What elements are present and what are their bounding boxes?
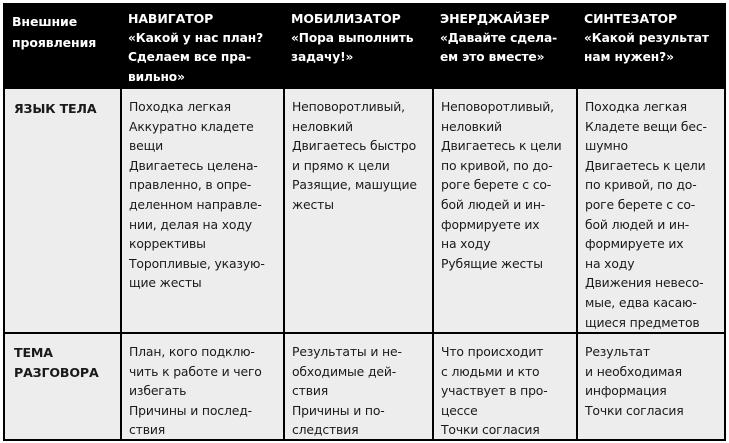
- cell-text-line: Разящие, машущие: [292, 177, 417, 193]
- table-cell: [433, 333, 577, 441]
- cell-text-line: на ходу: [585, 255, 635, 271]
- row-label: [3, 89, 121, 333]
- header-mobilizer: [284, 3, 433, 89]
- cell-text-line: формируете их: [441, 216, 540, 232]
- column-quote-line: задачу!»: [291, 50, 354, 64]
- comparison-table: [3, 3, 726, 441]
- column-quote-line: нам нужен?»: [584, 50, 674, 64]
- cell-text-line: шумно: [585, 138, 628, 154]
- header-label-line: Внешние: [12, 14, 78, 29]
- cell-text-line: коррективы: [129, 236, 206, 252]
- cell-text-line: Точки согласия: [585, 402, 684, 418]
- cell-text-line: вещи: [129, 138, 164, 154]
- cell-text-line: и прямо к цели: [292, 157, 390, 173]
- cell-text-line: Неповоротливый,: [441, 99, 554, 114]
- cell-text-line: мые, едва касаю-: [585, 294, 697, 310]
- cell-text-line: следствия: [292, 422, 359, 438]
- cell-text-line: с людьми и кто: [441, 363, 540, 379]
- column-divider: [283, 89, 285, 441]
- table-row-conversation-topic: [3, 333, 726, 441]
- cell-text-line: Аккуратно кладете: [129, 118, 254, 134]
- cell-text-line: Походка легкая: [585, 99, 687, 114]
- cell-text-line: Торопливые, указую-: [129, 255, 265, 271]
- cell-text-line: избегать: [129, 383, 187, 399]
- column-title: ЭНЕРДЖАЙЗЕР: [440, 11, 550, 26]
- cell-text-line: Двигаетесь быстро: [292, 138, 417, 154]
- cell-text-line: Движения невесо-: [585, 275, 704, 291]
- cell-text-line: Рубящие жесты: [441, 255, 543, 271]
- column-title: МОБИЛИЗАТОР: [291, 11, 401, 26]
- cell-text-line: бой людей и ин-: [441, 196, 546, 212]
- cell-text-line: ствия: [292, 383, 329, 399]
- table-cell: [284, 333, 433, 441]
- column-divider: [576, 89, 578, 441]
- cell-text-line: неловкий: [441, 118, 502, 134]
- table-cell: [577, 89, 726, 333]
- cell-text-line: роге берете с со-: [441, 177, 552, 193]
- table-header-row: [3, 3, 726, 89]
- cell-text-line: Двигаетесь к цели: [585, 157, 706, 173]
- row-label: [3, 333, 121, 441]
- cell-text-line: Неповоротливый,: [292, 99, 405, 114]
- column-quote-line: «Какой у нас план?: [128, 30, 264, 45]
- cell-text-line: Двигаетесь целена-: [129, 157, 258, 173]
- cell-text-line: нии, делая на ходу: [129, 216, 252, 232]
- cell-text-line: ствия: [129, 422, 166, 438]
- cell-text-line: правленно, в опре-: [129, 177, 252, 193]
- cell-text-line: Двигаетесь к цели: [441, 138, 562, 154]
- cell-text-line: и необходимая: [585, 363, 682, 379]
- cell-text-line: деленном направле-: [129, 196, 262, 212]
- table-cell: [121, 89, 284, 333]
- cell-text-line: Причины и послед-: [129, 402, 252, 418]
- row-label-line: ЯЗЫК ТЕЛА: [14, 101, 97, 116]
- cell-text-line: Причины и по-: [292, 402, 385, 418]
- cell-text-line: щиеся предметов: [585, 314, 700, 330]
- column-quote-line: Сделаем все пра-: [128, 50, 251, 64]
- cell-text-line: по кривой, по до-: [585, 177, 697, 193]
- cell-text-line: Походка легкая: [129, 99, 231, 114]
- row-divider: [3, 332, 726, 334]
- cell-text-line: на ходу: [441, 236, 491, 252]
- row-label-line: ТЕМА: [14, 345, 53, 360]
- cell-text-line: формируете их: [585, 236, 684, 252]
- column-quote-line: ем это вместе»: [440, 50, 545, 64]
- cell-text-line: неловкий: [292, 118, 353, 134]
- cell-text-line: роге берете с со-: [585, 196, 696, 212]
- column-quote-line: вильно»: [128, 69, 185, 84]
- table-cell: [577, 333, 726, 441]
- table-cell: [433, 89, 577, 333]
- cell-text-line: участвует в про-: [441, 383, 548, 399]
- column-title: СИНТЕЗАТОР: [584, 11, 678, 26]
- cell-text-line: чить к работе и чего: [129, 363, 262, 379]
- cell-text-line: цессе: [441, 402, 478, 418]
- header-navigator: [121, 3, 284, 89]
- cell-text-line: Точки согласия: [441, 422, 540, 438]
- header-synthesizer: [577, 3, 726, 89]
- cell-text-line: бой людей и ин-: [585, 216, 690, 232]
- row-label-line: РАЗГОВОРА: [14, 365, 99, 380]
- table-row-body-language: [3, 89, 726, 333]
- table-cell: [121, 333, 284, 441]
- column-quote-line: «Какой результат: [584, 30, 709, 45]
- cell-text-line: по кривой, по до-: [441, 157, 553, 173]
- column-quote-line: «Пора выполнить: [291, 30, 414, 45]
- header-label-line: проявления: [12, 34, 97, 50]
- cell-text-line: щие жесты: [129, 275, 202, 291]
- cell-text-line: обходимые дей-: [292, 363, 397, 379]
- table-cell: [284, 89, 433, 333]
- header-energizer: [433, 3, 577, 89]
- cell-text-line: Что происходит: [441, 344, 544, 359]
- cell-text-line: Результаты и не-: [292, 344, 402, 359]
- column-divider: [120, 89, 122, 441]
- column-divider: [432, 89, 434, 441]
- cell-text-line: жесты: [292, 196, 334, 212]
- cell-text-line: Кладете вещи бес-: [585, 118, 707, 134]
- cell-text-line: информация: [585, 383, 667, 399]
- column-quote-line: «Давайте сдела-: [440, 30, 558, 45]
- cell-text-line: Результат: [585, 344, 650, 359]
- cell-text-line: План, кого подклю-: [129, 344, 255, 359]
- header-row-label: [3, 3, 121, 89]
- column-title: НАВИГАТОР: [128, 11, 214, 26]
